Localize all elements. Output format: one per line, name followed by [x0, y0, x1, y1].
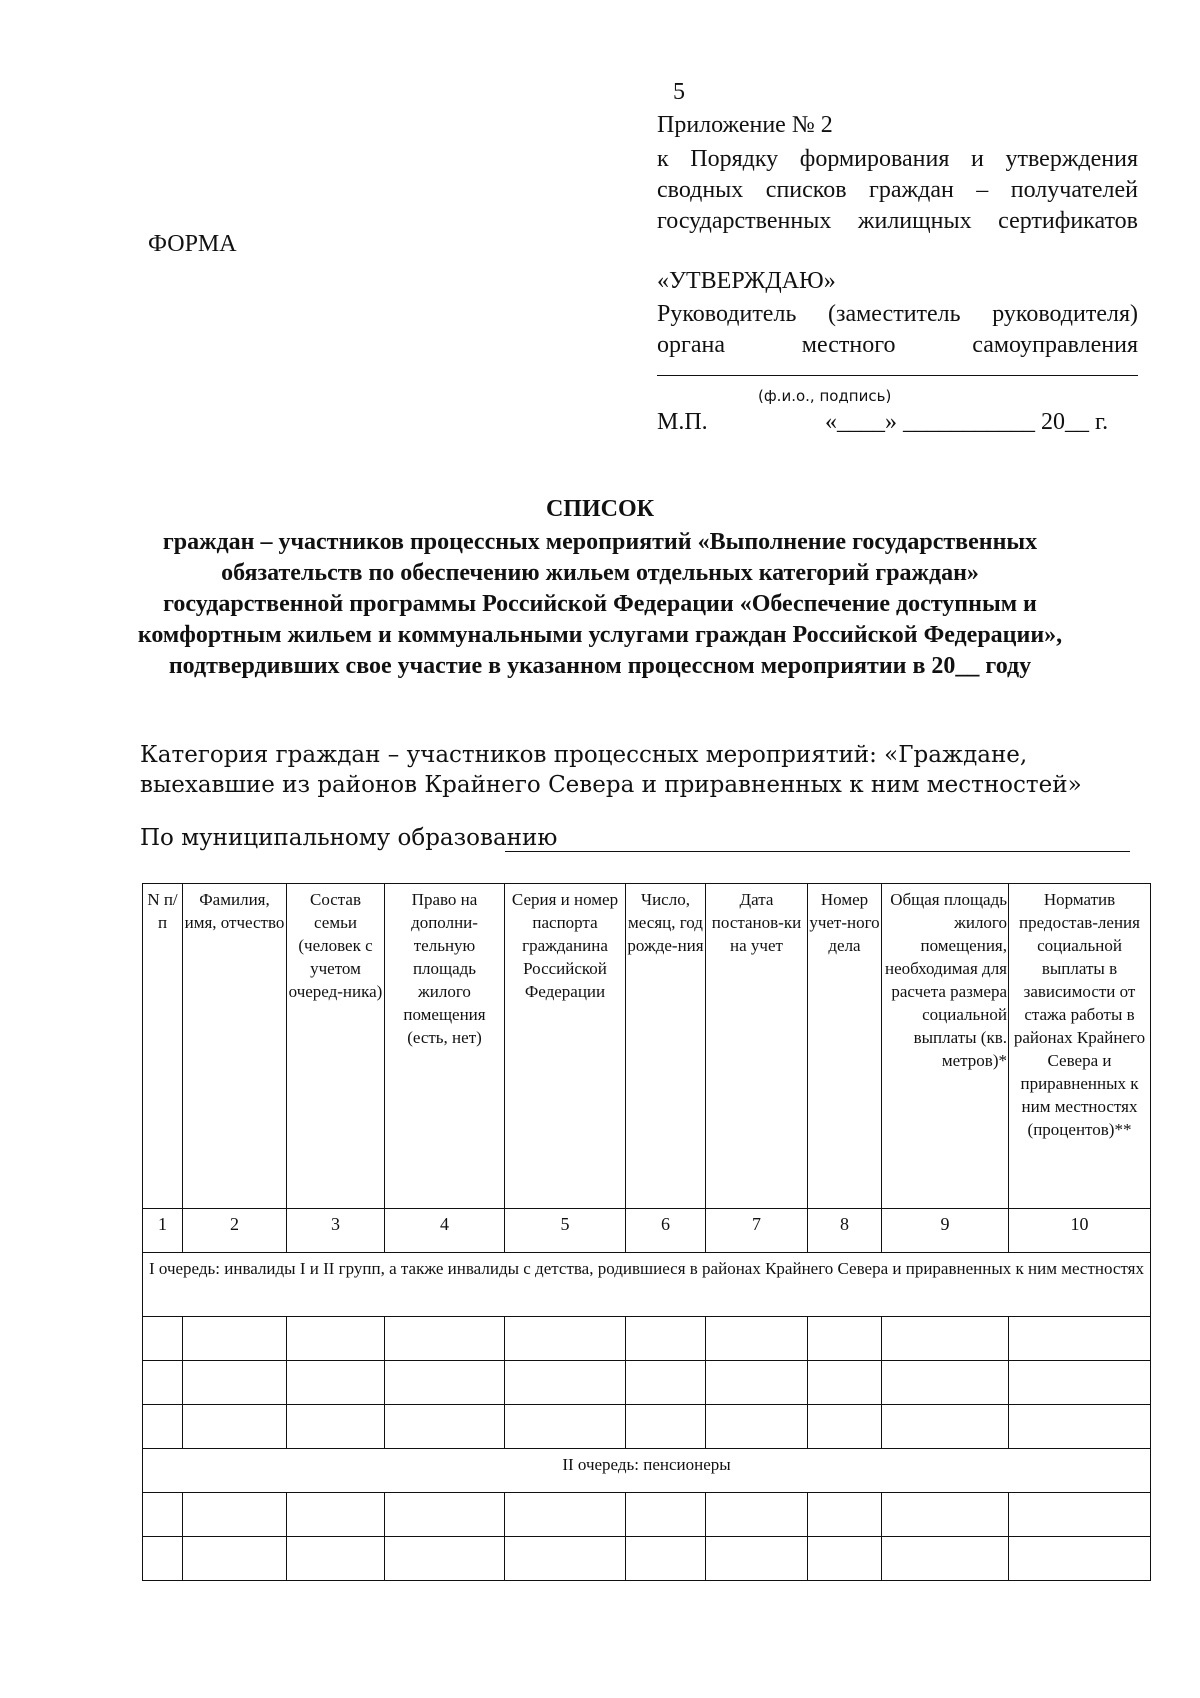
column-number: 10: [1009, 1209, 1151, 1253]
table-cell[interactable]: [505, 1493, 626, 1537]
table-cell[interactable]: [626, 1317, 706, 1361]
table-cell[interactable]: [385, 1361, 505, 1405]
column-numbers-row: [143, 1209, 1151, 1253]
table-cell[interactable]: [505, 1317, 626, 1361]
column-number: 1: [143, 1209, 183, 1253]
table-row: [143, 1405, 1151, 1449]
document-subtitle: граждан – участников процессных мероприятий «Выполнение государственных обязательств по обеспечению жильем отдельных категорий граждан» государственной программы Российской Федерации «Обеспечение доступным и комфортным жильем и коммунальными услугами граждан Российской Федерации», подтвердивших свое участие в указанном процессном мероприятии в 20__ году: [137, 529, 1063, 679]
column-number: 7: [706, 1209, 808, 1253]
header-cell-norm: Норматив предостав-ления социальной выплаты в зависимости от стажа работы в районах Крайнего Севера и приравненных к ним местностях (процентов)**: [1009, 884, 1151, 1209]
column-number: 6: [626, 1209, 706, 1253]
header-cell-birthdate: Число, месяц, год рожде-ния: [626, 884, 706, 1209]
table-cell[interactable]: [706, 1361, 808, 1405]
group-label-first-queue: I очередь: инвалиды I и II групп, а также инвалиды с детства, родившиеся в районах Крайнего Севера и приравненных к ним местностях: [143, 1253, 1151, 1317]
group-row-second-queue: [143, 1449, 1151, 1493]
appendix-text: к Порядку формирования и утверждения сводных списков граждан – получателей государственных жилищных сертификатов: [657, 146, 1138, 234]
table-row: [143, 1361, 1151, 1405]
form-label: ФОРМА: [148, 231, 237, 257]
table-cell[interactable]: [1009, 1317, 1151, 1361]
column-number: 5: [505, 1209, 626, 1253]
table-header-row: [143, 884, 1151, 1209]
table-cell[interactable]: [882, 1537, 1009, 1581]
table-cell[interactable]: [808, 1537, 882, 1581]
citizens-table: [142, 883, 1151, 1581]
table-cell[interactable]: [882, 1493, 1009, 1537]
table-cell[interactable]: [1009, 1493, 1151, 1537]
table-cell[interactable]: [882, 1405, 1009, 1449]
table-cell[interactable]: [706, 1493, 808, 1537]
table-cell[interactable]: [626, 1537, 706, 1581]
table-cell[interactable]: [808, 1405, 882, 1449]
table-cell[interactable]: [385, 1405, 505, 1449]
table-cell[interactable]: [143, 1361, 183, 1405]
table-cell[interactable]: [626, 1405, 706, 1449]
table-cell[interactable]: [287, 1317, 385, 1361]
approval-heading: «УТВЕРЖДАЮ»: [657, 268, 836, 294]
table-cell[interactable]: [882, 1317, 1009, 1361]
table-cell[interactable]: [385, 1317, 505, 1361]
table-cell[interactable]: [626, 1493, 706, 1537]
table-cell[interactable]: [287, 1361, 385, 1405]
column-number: 9: [882, 1209, 1009, 1253]
signature-line: [657, 375, 1138, 376]
page-number: 5: [673, 79, 685, 105]
table-cell[interactable]: [385, 1493, 505, 1537]
column-number: 2: [183, 1209, 287, 1253]
header-cell-number: N п/п: [143, 884, 183, 1209]
table-row: [143, 1537, 1151, 1581]
table-cell[interactable]: [706, 1405, 808, 1449]
table-cell[interactable]: [808, 1493, 882, 1537]
approval-date: «____» ___________ 20__ г.: [825, 409, 1109, 435]
table-cell[interactable]: [626, 1361, 706, 1405]
table-cell[interactable]: [183, 1537, 287, 1581]
table-cell[interactable]: [706, 1317, 808, 1361]
approval-role: Руководитель (заместитель руководителя) органа местного самоуправления: [657, 301, 1138, 358]
table-cell[interactable]: [183, 1317, 287, 1361]
table-cell[interactable]: [143, 1493, 183, 1537]
header-cell-passport: Серия и номер паспорта гражданина Российской Федерации: [505, 884, 626, 1209]
table-cell[interactable]: [183, 1493, 287, 1537]
header-cell-extra-area: Право на дополни-тельную площадь жилого помещения (есть, нет): [385, 884, 505, 1209]
table-row: [143, 1317, 1151, 1361]
table-cell[interactable]: [287, 1537, 385, 1581]
table-cell[interactable]: [1009, 1361, 1151, 1405]
group-row-first-queue: [143, 1253, 1151, 1317]
table-cell[interactable]: [505, 1405, 626, 1449]
table-cell[interactable]: [706, 1537, 808, 1581]
table-cell[interactable]: [143, 1537, 183, 1581]
municipality-label: По муниципальному образованию: [140, 825, 558, 851]
category-text: Категория граждан – участников процессных мероприятий: «Граждане, выехавшие из районов Крайнего Севера и приравненных к ним местностей»: [140, 742, 1082, 798]
header-cell-case-number: Номер учет-ного дела: [808, 884, 882, 1209]
table-cell[interactable]: [1009, 1405, 1151, 1449]
signature-caption: (ф.и.о., подпись): [758, 387, 892, 405]
table-cell[interactable]: [505, 1537, 626, 1581]
column-number: 4: [385, 1209, 505, 1253]
column-number: 8: [808, 1209, 882, 1253]
municipality-line: [505, 851, 1130, 852]
header-cell-family: Состав семьи (человек с учетом очеред-ника): [287, 884, 385, 1209]
document-title: СПИСОК: [545, 496, 655, 522]
table-cell[interactable]: [808, 1317, 882, 1361]
table-cell[interactable]: [287, 1405, 385, 1449]
header-cell-registration-date: Дата постанов-ки на учет: [706, 884, 808, 1209]
header-cell-name: Фамилия, имя, отчество: [183, 884, 287, 1209]
table-cell[interactable]: [505, 1361, 626, 1405]
header-cell-area: Общая площадь жилого помещения, необходимая для расчета размера социальной выплаты (кв. метров)*: [882, 884, 1009, 1209]
group-label-second-queue: II очередь: пенсионеры: [143, 1449, 1151, 1493]
table-cell[interactable]: [808, 1361, 882, 1405]
table-cell[interactable]: [183, 1361, 287, 1405]
table-cell[interactable]: [143, 1317, 183, 1361]
table-cell[interactable]: [143, 1405, 183, 1449]
table-cell[interactable]: [183, 1405, 287, 1449]
table-row: [143, 1493, 1151, 1537]
table-cell[interactable]: [1009, 1537, 1151, 1581]
table-cell[interactable]: [287, 1493, 385, 1537]
table-cell[interactable]: [882, 1361, 1009, 1405]
appendix-title: Приложение № 2: [657, 112, 833, 138]
stamp-label: М.П.: [657, 409, 708, 435]
column-number: 3: [287, 1209, 385, 1253]
table-cell[interactable]: [385, 1537, 505, 1581]
